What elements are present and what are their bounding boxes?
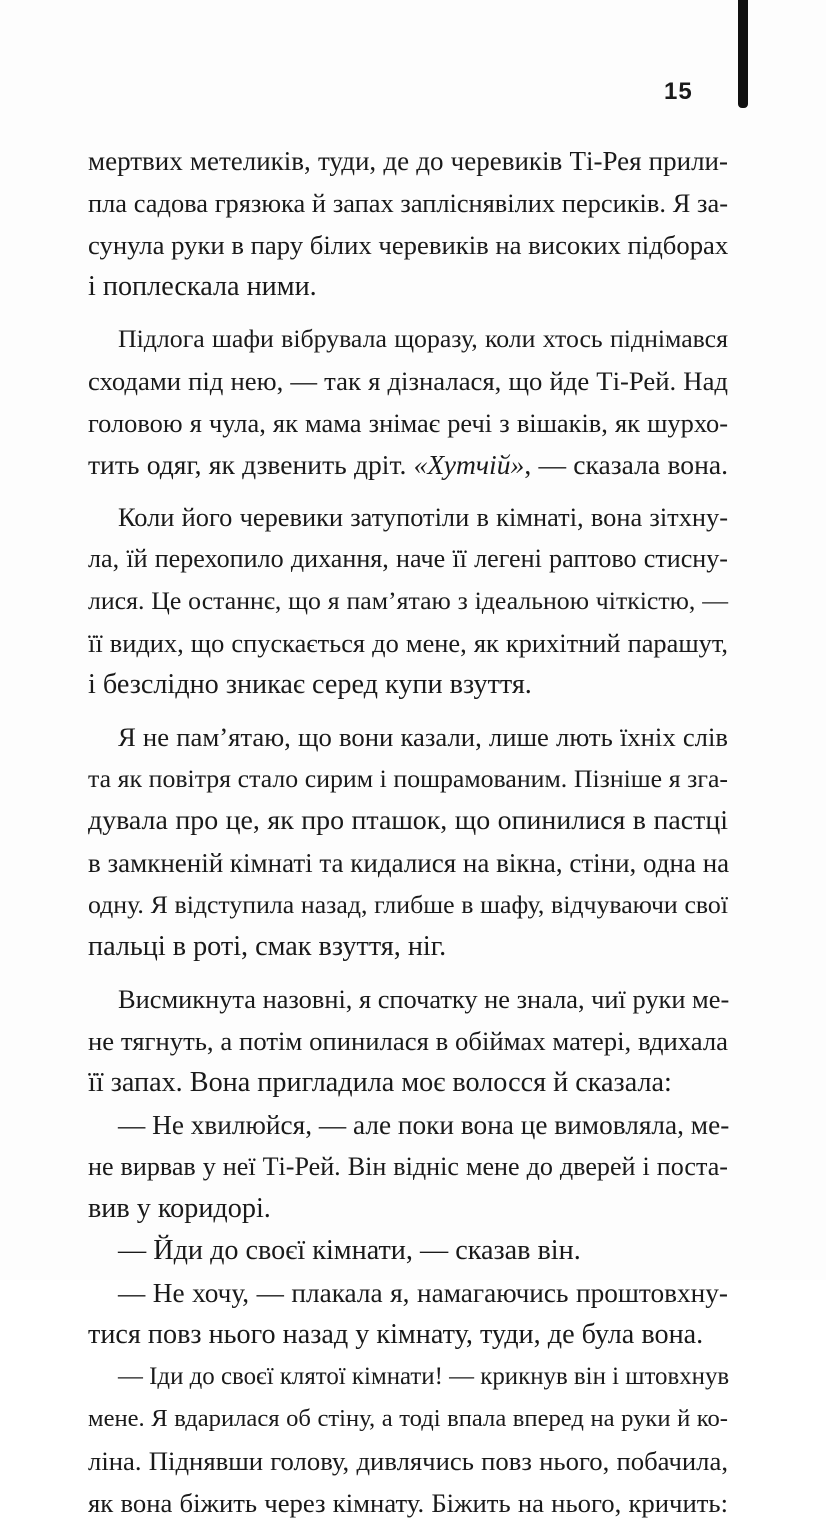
text-line: її видих, що спускається до мене, як крихітний парашут,: [88, 628, 728, 658]
text-line: ліна. Піднявши голову, дивлячись повз нього, побачила,: [88, 1446, 728, 1476]
text-line: тить одяг, як дзвенить дріт. «Хутчій», — сказала вона.: [88, 449, 728, 480]
text-line: і безслідно зникає серед купи взуття.: [88, 669, 532, 700]
text-line: сходами під нею, — так я дізналася, що йде Ті-Рей. Над: [88, 366, 728, 396]
text-line: — Не хочу, — плакала я, намагаючись проштовхну-: [118, 1278, 728, 1308]
text-line: — Не хвилюйся, — але поки вона це вимовляла, ме-: [118, 1110, 730, 1140]
text-line: лися. Це останнє, що я пам’ятаю з ідеальною чіткістю, —: [88, 586, 728, 615]
page-number: 15: [664, 78, 693, 105]
text-line: Висмикнута назовні, я спочатку не знала, чиї руки ме-: [118, 984, 730, 1014]
text-line: пальці в роті, смак взуття, ніг.: [88, 931, 447, 962]
text-line: — Йди до своєї кімнати, — сказав він.: [118, 1235, 581, 1266]
text-line: не тягнуть, а потім опинилася в обіймах матері, вдихала: [88, 1026, 728, 1056]
text-line: мене. Я вдарилася об стіну, а тоді впала вперед на руки й ко-: [88, 1405, 728, 1432]
text-line: Підлога шафи вібрувала щоразу, коли хтось піднімався: [118, 324, 728, 353]
text-line: Коли його черевики затупотіли в кімнаті, вона зітхну-: [118, 502, 728, 532]
text-line: Я не пам’ятаю, що вони казали, лише лють їхніх слів: [118, 722, 728, 752]
text-line: головою я чула, як мама знімає речі з вішаків, як шурхо-: [88, 408, 728, 438]
text-line: в замкненій кімнаті та кидалися на вікна, стіни, одна на: [88, 848, 730, 878]
text-line: тися повз нього назад у кімнату, туди, де була вона.: [88, 1319, 704, 1350]
text-line: сунула руки в пару білих черевиків на високих підборах: [88, 230, 729, 260]
text-line: пла садова грязюка й запах запліснявілих персиків. Я за-: [88, 188, 728, 218]
text-line: мертвих метеликів, туди, де до черевиків Ті-Рея прили-: [88, 146, 728, 176]
text-line: як вона біжить через кімнату. Біжить на нього, кричить:: [88, 1488, 728, 1518]
text-line: та як повітря стало сирим і пошрамованим. Пізніше я згa-: [88, 764, 728, 793]
text-line: не вирвав у неї Ті-Рей. Він відніс мене до дверей і поста-: [88, 1152, 728, 1181]
text-line: і поплескала ними.: [88, 271, 317, 302]
text-line: ла, їй перехопило дихання, наче її легені раптово стисну-: [88, 544, 728, 573]
text-line: її запах. Вона пригладила моє волосся й сказала:: [88, 1067, 672, 1098]
body-text: [88, 140, 728, 1524]
text-line: дувала про це, як про пташок, що опинилися в пастці: [88, 805, 728, 836]
text-line: одну. Я відступила назад, глибше в шафу, відчуваючи свої: [88, 890, 728, 919]
page-edge-shadow: [738, 0, 748, 108]
text-line: вив у коридорі.: [88, 1193, 271, 1224]
quoted-word: «Хутчій»: [413, 449, 525, 480]
text-line: — Іди до своєї клятої кімнати! — крикнув він і штовхнув: [118, 1363, 730, 1390]
